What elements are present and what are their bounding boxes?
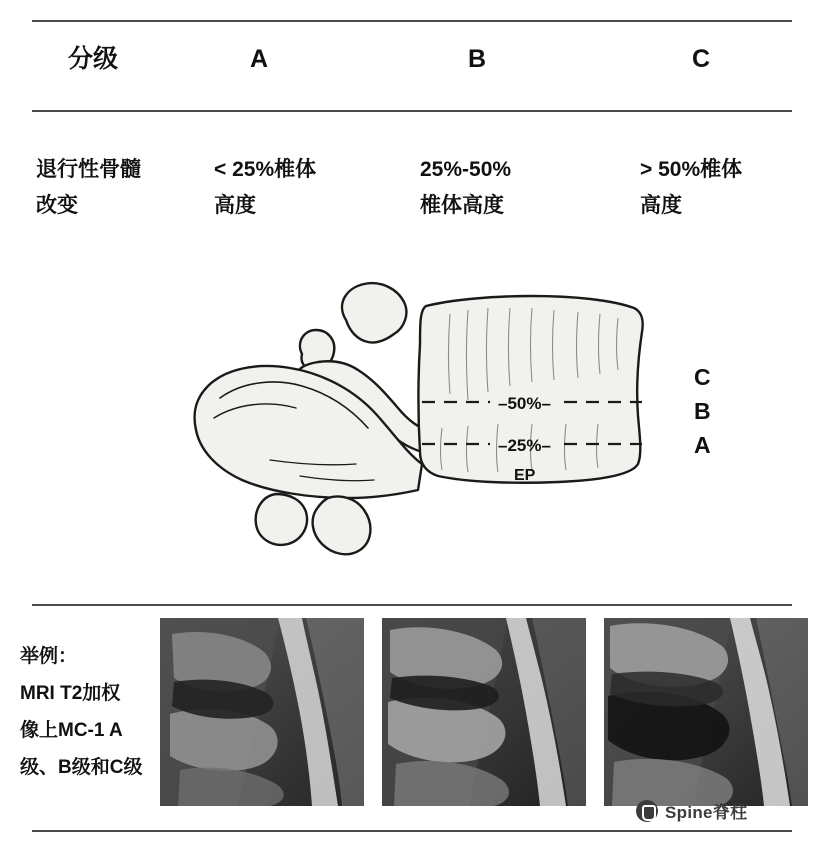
cell-grade-a-line-1: < 25%椎体	[214, 158, 317, 181]
cell-grade-c	[640, 152, 820, 224]
cell-grade-b-line-1: 25%-50%	[420, 158, 512, 181]
column-header-a: A	[250, 45, 269, 73]
cell-grade-a-line-2: 高度	[214, 194, 256, 217]
row-label-line-1: 退行性骨髓	[36, 158, 141, 181]
label-endplate: EP	[514, 467, 536, 484]
cell-grade-b	[420, 152, 630, 224]
table-row-header-label: 分级	[68, 45, 119, 73]
side-label-a: A	[694, 432, 711, 458]
example-caption-line-4: 级、B级和C级	[20, 757, 143, 778]
mri-example-grade-a	[160, 618, 364, 806]
column-header-b: B	[468, 45, 487, 73]
label-50-percent: –50%–	[498, 394, 551, 413]
cell-grade-b-line-2: 椎体高度	[420, 194, 504, 217]
example-caption-line-3: 像上MC-1 A	[20, 720, 123, 741]
watermark-text: Spine脊柱	[665, 803, 748, 822]
side-label-b: B	[694, 398, 711, 424]
cell-grade-c-line-2: 高度	[640, 194, 682, 217]
example-caption-line-2: MRI T2加权	[20, 683, 121, 704]
divider-top	[32, 20, 792, 22]
grade-side-labels	[694, 360, 734, 462]
mri-example-strip	[160, 618, 808, 808]
example-caption	[20, 638, 160, 786]
example-caption-line-1: 举例：	[20, 646, 78, 667]
table-header-row	[32, 42, 792, 92]
divider-above-examples	[32, 604, 792, 606]
cell-grade-a	[214, 152, 414, 224]
divider-under-header	[32, 110, 792, 112]
spine-logo-icon	[636, 800, 658, 822]
label-25-percent: –25%–	[498, 436, 551, 455]
table-row	[32, 152, 792, 242]
column-header-c: C	[692, 45, 711, 73]
cell-grade-c-line-1: > 50%椎体	[640, 158, 743, 181]
watermark	[636, 798, 747, 823]
vertebra-illustration	[150, 258, 710, 588]
row-label-line-2: 改变	[36, 194, 78, 217]
mri-example-grade-c	[604, 618, 808, 806]
mri-example-grade-b	[382, 618, 586, 806]
divider-bottom	[32, 830, 792, 832]
side-label-c: C	[694, 364, 711, 390]
row-label-degenerative-marrow-change	[36, 152, 216, 224]
